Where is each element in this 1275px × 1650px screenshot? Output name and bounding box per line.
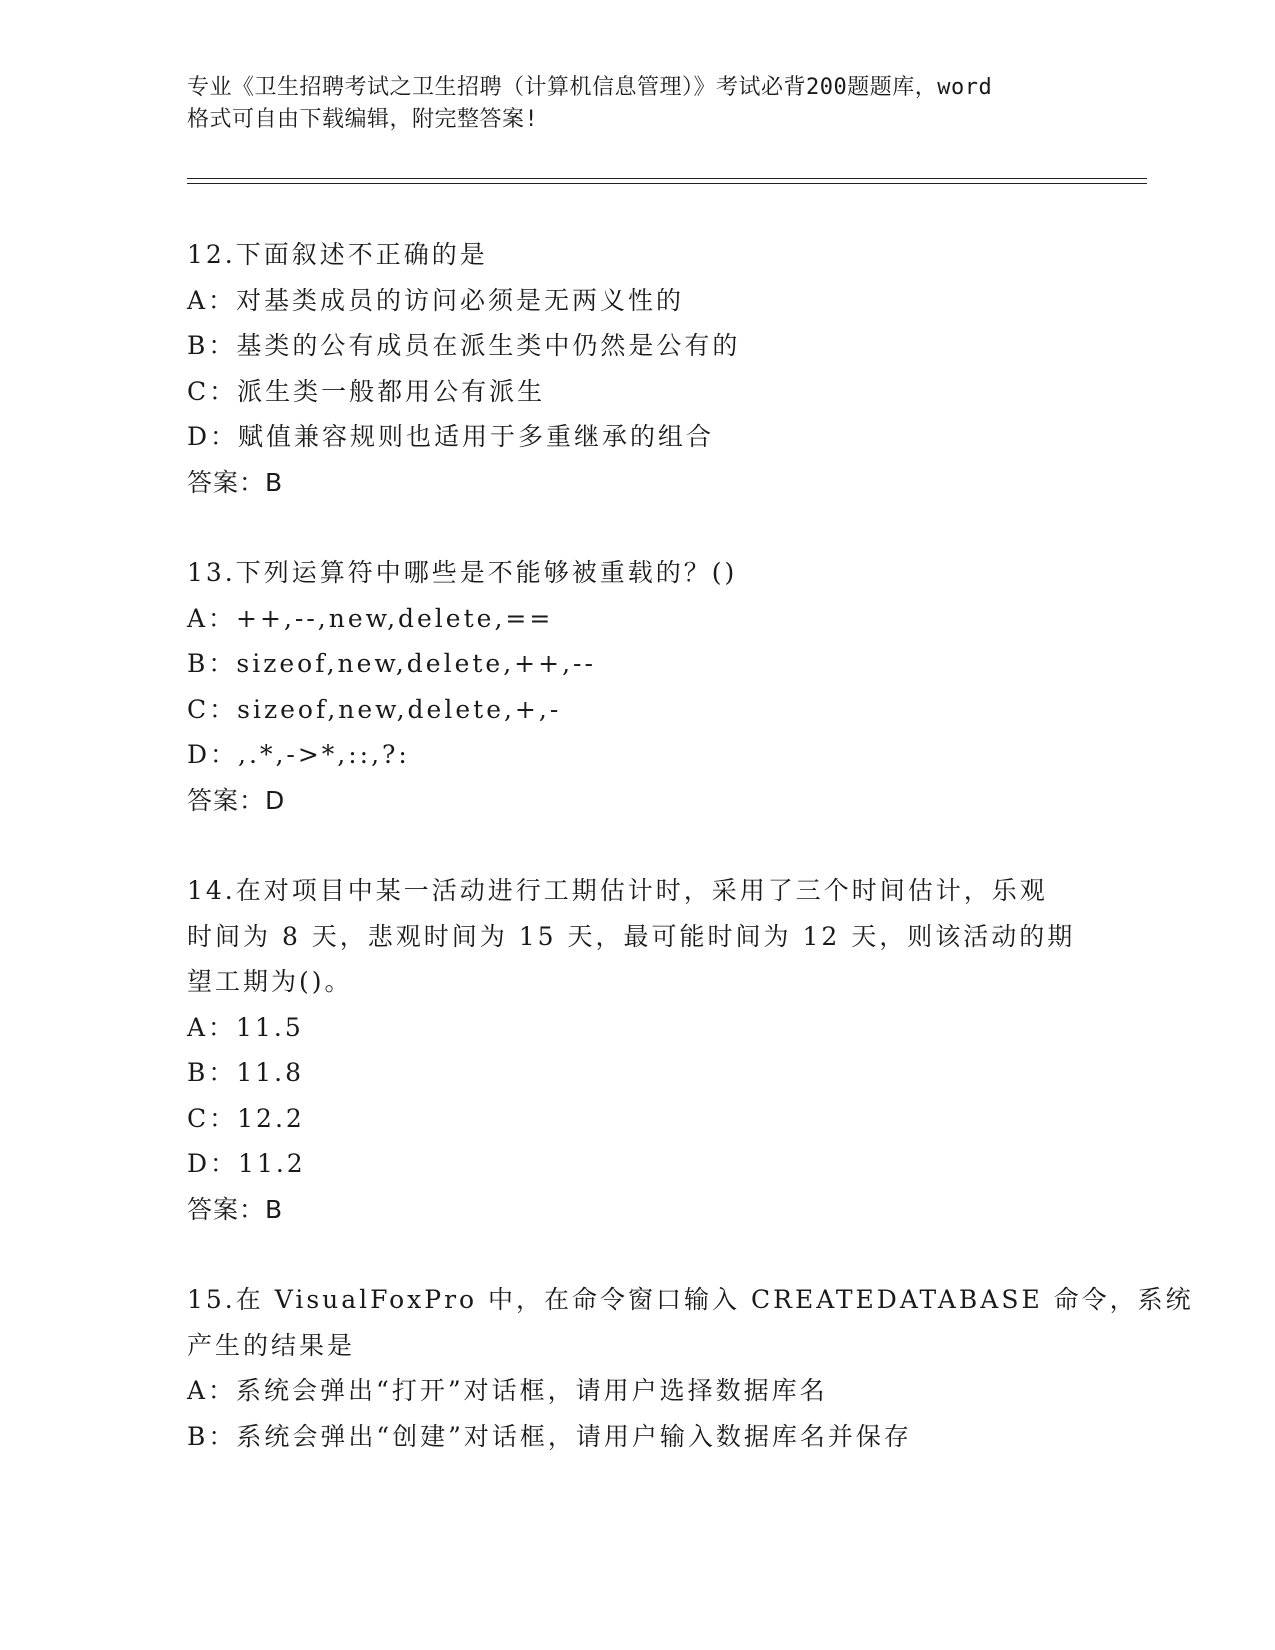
question-stem-line-3: 望工期为()。	[187, 967, 353, 996]
question-12	[187, 232, 1087, 505]
option-b: B：sizeof,new,delete,++,--	[187, 649, 596, 678]
question-15	[187, 1277, 1194, 1459]
option-b: B：基类的公有成员在派生类中仍然是公有的	[187, 331, 741, 360]
option-a: A：++,--,new,delete,==	[187, 603, 554, 633]
header-line-2: 格式可自由下载编辑，附完整答案!	[187, 107, 539, 132]
document-header	[187, 72, 1087, 136]
question-stem: 12.下面叙述不正确的是	[187, 240, 488, 269]
question-13	[187, 550, 1087, 823]
option-c: C：12.2	[187, 1103, 305, 1133]
option-a: A：11.5	[187, 1012, 304, 1042]
question-stem-line-2: 产生的结果是	[187, 1330, 356, 1360]
question-stem-line-1: 15.在 VisualFoxPro 中，在命令窗口输入 CREATEDATABASE 命令，系统	[187, 1285, 1194, 1314]
question-list	[187, 232, 1194, 1504]
option-d: D：,.*,->*,::,?:	[187, 740, 410, 769]
answer-line: 答案：D	[187, 785, 286, 815]
option-b: B：系统会弹出“创建”对话框，请用户输入数据库名并保存	[187, 1421, 912, 1451]
answer-line: 答案：B	[187, 467, 284, 497]
header-line-1: 专业《卫生招聘考试之卫生招聘（计算机信息管理）》考试必背200题题库，word	[187, 75, 993, 100]
question-stem: 13.下列运算符中哪些是不能够被重载的？()	[187, 558, 738, 587]
question-stem-line-2: 时间为 8 天，悲观时间为 15 天，最可能时间为 12 天，则该活动的期	[187, 921, 1076, 951]
question-stem-line-1: 14.在对项目中某一活动进行工期估计时，采用了三个时间估计，乐观	[187, 876, 1048, 905]
question-14	[187, 868, 1087, 1232]
option-a: A：系统会弹出“打开”对话框，请用户选择数据库名	[187, 1376, 828, 1405]
header-double-rule	[187, 178, 1147, 184]
answer-line: 答案：B	[187, 1194, 284, 1224]
option-d: D：11.2	[187, 1149, 306, 1178]
option-c: C：sizeof,new,delete,+,-	[187, 694, 562, 724]
option-c: C：派生类一般都用公有派生	[187, 376, 546, 406]
option-d: D：赋值兼容规则也适用于多重继承的组合	[187, 422, 715, 451]
option-b: B：11.8	[187, 1058, 305, 1087]
option-a: A：对基类成员的访问必须是无两义性的	[187, 285, 685, 315]
